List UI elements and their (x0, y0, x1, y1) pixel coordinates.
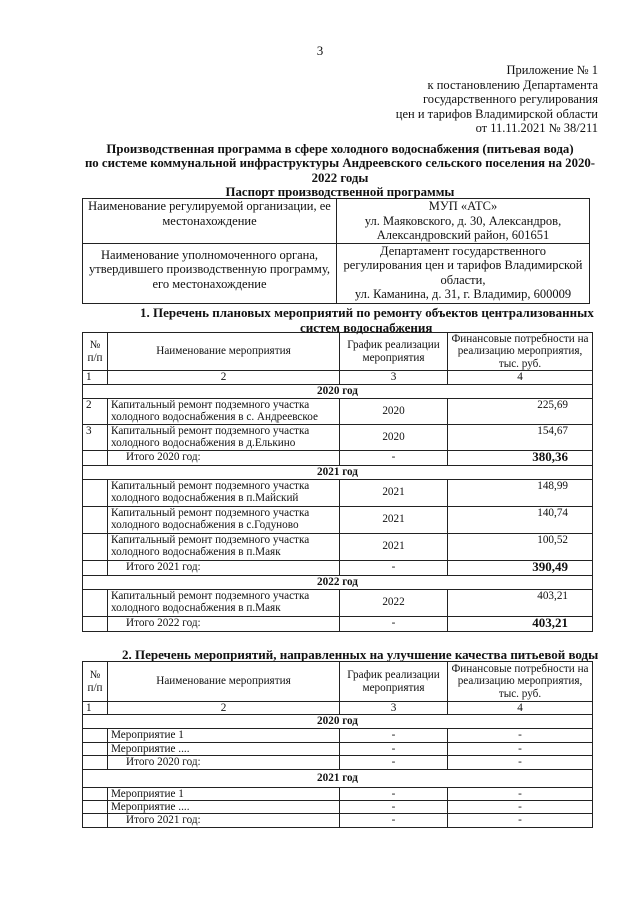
appendix-line: от 11.11.2021 № 38/211 (475, 121, 598, 136)
year-row (83, 575, 593, 589)
section2-heading (82, 647, 612, 662)
total-schedule: - (340, 814, 448, 827)
total-schedule: - (340, 450, 448, 465)
header-finance: Финансовые потребности на реализацию мероприятия, тыс. руб. (448, 333, 593, 371)
year-row (83, 384, 593, 398)
table-row (83, 742, 593, 755)
passport-table (82, 198, 590, 304)
page-number: 3 (316, 43, 324, 58)
total-row (83, 616, 593, 631)
row-num (83, 729, 108, 742)
passport-row (83, 243, 590, 303)
total-schedule: - (340, 616, 448, 631)
year-label: 2020 год (83, 384, 593, 398)
column-number-row (83, 702, 593, 715)
passport-value-line: регулирования цен и тарифов Владимирской (343, 258, 583, 272)
header-row (83, 333, 593, 371)
row-finance: 148,99 (448, 479, 593, 506)
col-number: 1 (83, 702, 108, 715)
year-row (83, 715, 593, 729)
row-name: Мероприятие 1 (108, 729, 340, 742)
total-label: Итого 2021 год: (108, 814, 340, 827)
total-value: 380,36 (448, 450, 593, 465)
passport-row (83, 199, 590, 244)
total-schedule: - (340, 560, 448, 575)
row-finance: - (448, 801, 593, 814)
total-label: Итого 2020 год: (108, 756, 340, 769)
header-schedule: График реализации мероприятия (340, 662, 448, 702)
section2-heading-line: 2. Перечень мероприятий, направленных на улучшение качества питьевой воды (122, 647, 599, 662)
total-row (83, 756, 593, 769)
row-schedule: 2021 (340, 533, 448, 560)
total-row (83, 814, 593, 827)
col-number: 2 (108, 702, 340, 715)
header-num: № п/п (83, 333, 108, 371)
passport-value (337, 243, 590, 303)
passport-label: Наименование уполномоченного органа, утвердившего производственную программу, его местонахождение (83, 243, 337, 303)
section1-heading-line: систем водоснабжения (300, 320, 433, 335)
row-name: Капитальный ремонт подземного участка холодного водоснабжения в п.Маяк (108, 589, 340, 616)
total-row (83, 450, 593, 465)
passport-value (337, 199, 590, 244)
header-name: Наименование мероприятия (108, 662, 340, 702)
row-num (83, 589, 108, 616)
row-schedule: 2022 (340, 589, 448, 616)
year-label: 2021 год (83, 769, 593, 787)
row-schedule: - (340, 729, 448, 742)
row-name: Капитальный ремонт подземного участка холодного водоснабжения в с. Андреевское (108, 398, 340, 424)
section1-table (82, 332, 593, 632)
total-schedule: - (340, 756, 448, 769)
year-label: 2022 год (83, 575, 593, 589)
appendix-line: государственного регулирования (422, 92, 598, 107)
passport-value-line: области, (440, 272, 486, 287)
row-num (83, 479, 108, 506)
row-finance: - (448, 787, 593, 800)
header-name: Наименование мероприятия (108, 333, 340, 371)
row-finance: - (448, 742, 593, 755)
appendix-line: цен и тарифов Владимирской области (395, 106, 598, 121)
row-name: Капитальный ремонт подземного участка холодного водоснабжения в п.Майский (108, 479, 340, 506)
passport-value-line: МУП «АТС» (428, 199, 498, 213)
row-finance: 100,52 (448, 533, 593, 560)
row-schedule: - (340, 742, 448, 755)
header-finance: Финансовые потребности на реализацию мероприятия, тыс. руб. (448, 662, 593, 702)
table-row (83, 398, 593, 424)
title-line: Производственная программа в сфере холодного водоснабжения (питьевая вода) (106, 142, 574, 156)
total-label: Итого 2020 год: (108, 450, 340, 465)
row-name: Капитальный ремонт подземного участка холодного водоснабжения в д.Елькино (108, 424, 340, 450)
column-number-row (83, 371, 593, 384)
table-row (83, 424, 593, 450)
col-number: 1 (83, 371, 108, 384)
col-number: 3 (340, 371, 448, 384)
row-num (83, 506, 108, 533)
total-row (83, 560, 593, 575)
col-number: 4 (448, 371, 593, 384)
row-name: Капитальный ремонт подземного участка холодного водоснабжения в с.Годуново (108, 506, 340, 533)
section1-heading-line: 1. Перечень плановых мероприятий по ремонту объектов централизованных (140, 305, 594, 320)
row-schedule: 2021 (340, 479, 448, 506)
title-line: по системе коммунальной инфраструктуры Андреевского сельского поселения на 2020- (84, 156, 596, 171)
year-label: 2020 год (83, 715, 593, 729)
row-finance: - (448, 729, 593, 742)
section2-table (82, 661, 593, 828)
row-schedule: 2021 (340, 506, 448, 533)
appendix-line: Приложение № 1 (506, 63, 598, 77)
table-row (83, 506, 593, 533)
total-label: Итого 2021 год: (108, 560, 340, 575)
total-value: - (448, 756, 593, 769)
total-label: Итого 2022 год: (108, 616, 340, 631)
passport-label: Наименование регулируемой организации, ее местонахождение (83, 199, 337, 244)
row-schedule: - (340, 787, 448, 800)
row-num (83, 801, 108, 814)
row-finance: 225,69 (448, 398, 593, 424)
table-row (83, 729, 593, 742)
col-number: 3 (340, 702, 448, 715)
row-name: Мероприятие .... (108, 742, 340, 755)
year-row (83, 769, 593, 787)
passport-value-line: ул. Каманина, д. 31, г. Владимир, 600009 (354, 287, 572, 301)
row-num (83, 533, 108, 560)
col-number: 2 (108, 371, 340, 384)
document-title (60, 142, 620, 185)
row-finance: 140,74 (448, 506, 593, 533)
table-row (83, 479, 593, 506)
section1-heading (82, 305, 612, 335)
passport-heading: Паспорт производственной программы (225, 185, 455, 199)
header-num: № п/п (83, 662, 108, 702)
table-row (83, 801, 593, 814)
row-num (83, 742, 108, 755)
passport-value-line: Александровский район, 601651 (376, 228, 550, 242)
row-finance: 154,67 (448, 424, 593, 450)
row-name: Мероприятие 1 (108, 787, 340, 800)
row-finance: 403,21 (448, 589, 593, 616)
row-schedule: 2020 (340, 398, 448, 424)
table-row (83, 589, 593, 616)
table-row (83, 787, 593, 800)
header-schedule: График реализации мероприятия (340, 333, 448, 371)
total-value: - (448, 814, 593, 827)
title-line: 2022 годы (311, 170, 369, 185)
row-num: 2 (83, 398, 108, 424)
row-schedule: - (340, 801, 448, 814)
total-value: 403,21 (448, 616, 593, 631)
row-name: Мероприятие .... (108, 801, 340, 814)
table-row (83, 533, 593, 560)
col-number: 4 (448, 702, 593, 715)
passport-value-line: ул. Маяковского, д. 30, Александров, (364, 213, 562, 228)
passport-value-line: Департамент государственного (380, 243, 546, 258)
row-num (83, 787, 108, 800)
appendix-line: к постановлению Департамента (427, 77, 598, 92)
appendix-block (358, 63, 598, 136)
header-row (83, 662, 593, 702)
year-label: 2021 год (83, 465, 593, 479)
total-value: 390,49 (448, 560, 593, 575)
row-name: Капитальный ремонт подземного участка холодного водоснабжения в п.Маяк (108, 533, 340, 560)
row-num: 3 (83, 424, 108, 450)
row-schedule: 2020 (340, 424, 448, 450)
year-row (83, 465, 593, 479)
